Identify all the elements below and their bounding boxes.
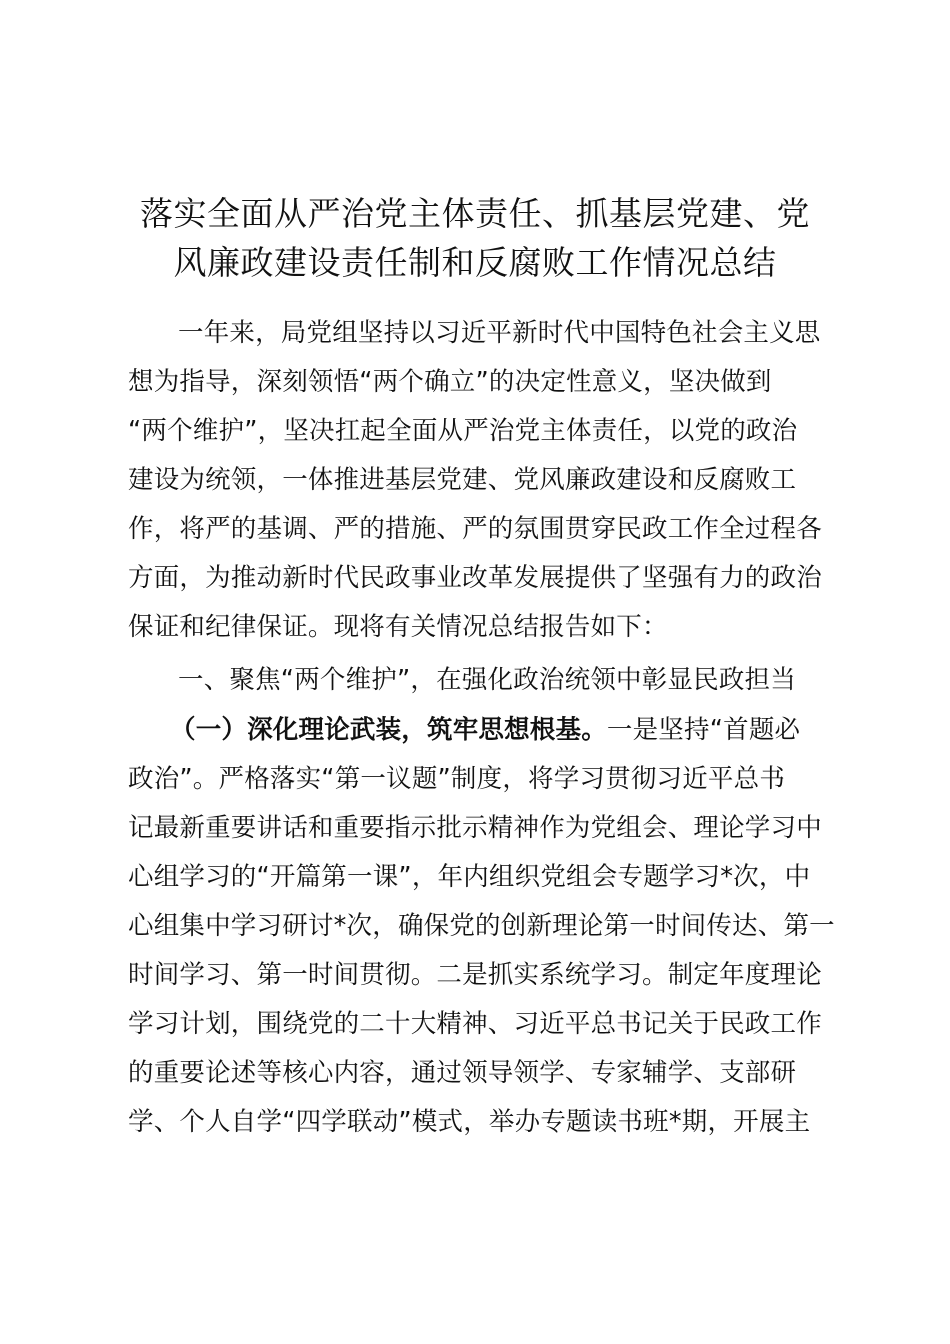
text-line: 想为指导，深刻领悟“两个确立”的决定性意义，坚决做到 — [128, 367, 772, 397]
text-line: 心组学习的“开篇第一课”，年内组织党组会专题学习*次，中 — [128, 862, 811, 892]
document-title-line-2: 风廉政建设责任制和反腐败工作情况总结 — [173, 243, 777, 282]
text-line: 心组集中学习研讨*次，确保党的创新理论第一时间传达、第一 — [128, 911, 835, 941]
text-line: 学、个人自学“四学联动”模式，举办专题读书班*期，开展主 — [128, 1107, 811, 1137]
text-line: 方面，为推动新时代民政事业改革发展提供了坚强有力的政治 — [128, 563, 822, 593]
text-line: 时间学习、第一时间贯彻。二是抓实系统学习。制定年度理论 — [128, 960, 822, 990]
text-line: 的重要论述等核心内容，通过领导领学、专家辅学、支部研 — [128, 1058, 797, 1088]
text-line: 学习计划，围绕党的二十大精神、习近平总书记关于民政工作 — [128, 1009, 822, 1039]
text-line: 记最新重要讲话和重要指示批示精神作为党组会、理论学习中 — [128, 813, 822, 843]
section-heading: 一、聚焦“两个维护”，在强化政治统领中彰显民政担当 — [178, 665, 796, 695]
text-line: 保证和纪律保证。现将有关情况总结报告如下： — [128, 612, 668, 642]
document-title-line-1: 落实全面从严治党主体责任、抓基层党建、党 — [140, 194, 810, 233]
subsection-first-line — [170, 710, 830, 746]
text-line: 政治”。严格落实“第一议题”制度，将学习贯彻习近平总书 — [128, 764, 786, 794]
subsection-first-line-rest: 一是坚持“首题必 — [606, 715, 801, 745]
text-line: 作，将严的基调、严的措施、严的氛围贯穿民政工作全过程各 — [128, 514, 822, 544]
subsection-heading: （一）深化理论武装，筑牢思想根基。 — [170, 715, 607, 745]
text-line: “两个维护”，坚决扛起全面从严治党主体责任，以党的政治 — [128, 416, 798, 446]
text-line: 一年来，局党组坚持以习近平新时代中国特色社会主义思 — [178, 318, 821, 348]
text-line: 建设为统领，一体推进基层党建、党风廉政建设和反腐败工 — [128, 465, 797, 495]
